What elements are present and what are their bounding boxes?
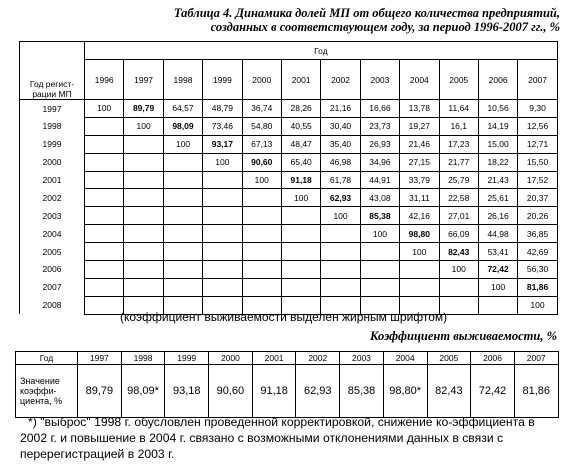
empty-cell [242,261,281,279]
table-cell: 35,40 [321,135,360,153]
row-year-label: 2008 [20,296,85,314]
row-year-label: 2001 [20,171,85,189]
coefficient-cell: 98,80* [383,365,427,418]
empty-cell [203,261,242,279]
table-cell: 56,30 [518,261,558,279]
table-cell: 16,1 [439,117,478,135]
year-column-header: 1998 [163,60,202,100]
empty-cell [85,153,124,171]
table-cell: 43,08 [360,189,399,207]
coefficient-cell: 90,60 [209,365,253,418]
empty-cell [203,207,242,225]
table-corner: Год регист-рации МП [20,42,85,100]
table-cell: 21,77 [439,153,478,171]
empty-cell [281,207,320,225]
table-cell: 31,11 [400,189,439,207]
row-year-label: 1997 [20,100,85,118]
empty-cell [281,278,320,296]
year-column-header: 2003 [360,60,399,100]
table-cell: 61,78 [321,171,360,189]
table-cell: 25,61 [478,189,517,207]
empty-cell [85,189,124,207]
table-cell: 22,58 [439,189,478,207]
table-cell: 17,23 [439,135,478,153]
table-cell: 90,60 [242,153,281,171]
survival-coefficient-title: Коэффициент выживаемости, % [370,329,557,343]
year-column-header: 2002 [296,352,340,365]
empty-cell [281,225,320,243]
bold-note: (коэффициент выживаемости выделен жирным шрифтом) [120,310,448,324]
table-cell: 34,96 [360,153,399,171]
empty-cell [478,296,517,314]
empty-cell [85,278,124,296]
table-cell: 10,56 [478,100,517,118]
table-cell: 21,46 [400,135,439,153]
empty-cell [124,243,163,261]
empty-cell [321,243,360,261]
year-column-header: 1997 [78,352,122,365]
table-cell: 100 [360,225,399,243]
survival-matrix-table [19,41,558,315]
empty-cell [124,225,163,243]
empty-cell [203,189,242,207]
table-cell: 67,13 [242,135,281,153]
year-column-header: 1998 [121,352,165,365]
table-cell: 44,98 [478,225,517,243]
empty-cell [163,153,202,171]
empty-cell [400,261,439,279]
row-year-label: 2003 [20,207,85,225]
year-column-header: 2005 [439,60,478,100]
table-cell: 20,37 [518,189,558,207]
table-cell: 100 [203,153,242,171]
row-year-label: 1999 [20,135,85,153]
empty-cell [321,278,360,296]
empty-cell [163,225,202,243]
year-column-header: 2006 [471,352,515,365]
table-cell: 98,80 [400,225,439,243]
footnote: *) "выброс" 1998 г. обусловлен проведенной корректировкой, снижение ко-эффициента в 2002 г. и повышение в 2004 г. связано с возможными отклонениями данных в связи с перерегистрацией в 2003 г. [20,415,535,461]
table-cell: 12,56 [518,117,558,135]
year-column-header: 2005 [427,352,471,365]
coefficient-cell: 81,86 [514,365,558,418]
table-cell: 65,40 [281,153,320,171]
coefficient-cell: 93,18 [165,365,209,418]
table-cell: 100 [321,207,360,225]
table-row [20,278,558,296]
empty-cell [124,261,163,279]
table-cell: 21,43 [478,171,517,189]
empty-cell [85,135,124,153]
table-cell: 100 [439,261,478,279]
table-title: Таблица 4. Динамика долей МП от общего количества предприятий, созданных в соответствующем году, за период 1996-2007 гг., % [173,6,560,34]
coefficient-cell: 82,43 [427,365,471,418]
table-cell: 20,26 [518,207,558,225]
empty-cell [85,207,124,225]
table-cell: 14,19 [478,117,517,135]
empty-cell [439,278,478,296]
empty-cell [85,261,124,279]
year-column-header: 2007 [518,60,558,100]
table-cell: 48,79 [203,100,242,118]
empty-cell [124,153,163,171]
empty-cell [163,243,202,261]
table-cell: 18,22 [478,153,517,171]
row-year-label: 2007 [20,278,85,296]
coefficient-cell: 89,79 [78,365,122,418]
table-cell: 46,98 [321,153,360,171]
year-column-header: 2004 [383,352,427,365]
empty-cell [124,207,163,225]
table-row [20,171,558,189]
table-cell: 100 [518,296,558,314]
coefficient-cell: 98,09* [121,365,165,418]
row-year-label: 1998 [20,117,85,135]
table-cell: 15,00 [478,135,517,153]
table-cell: 100 [163,135,202,153]
empty-cell [85,243,124,261]
empty-cell [242,189,281,207]
table-row [20,243,558,261]
year-column-header: 2002 [321,60,360,100]
table-cell: 100 [124,117,163,135]
table-cell: 33,79 [400,171,439,189]
table-cell: 44,91 [360,171,399,189]
empty-cell [124,135,163,153]
empty-cell [124,171,163,189]
empty-cell [124,189,163,207]
table-cell: 27,01 [439,207,478,225]
table-cell: 9,30 [518,100,558,118]
table-cell: 16,66 [360,100,399,118]
year-column-header: 2000 [242,60,281,100]
empty-cell [281,243,320,261]
empty-cell [163,261,202,279]
table-cell: 26,16 [478,207,517,225]
year-column-header: 1999 [203,60,242,100]
table-row [20,117,558,135]
table-cell: 48,47 [281,135,320,153]
table-cell: 17,52 [518,171,558,189]
table-cell: 40,55 [281,117,320,135]
table-cell: 42,16 [400,207,439,225]
table-cell: 100 [242,171,281,189]
table-row [20,135,558,153]
empty-cell [163,207,202,225]
year-column-header: 2003 [340,352,384,365]
row-year-label: 2005 [20,243,85,261]
empty-cell [203,243,242,261]
empty-cell [242,225,281,243]
table-cell: 100 [281,189,320,207]
empty-cell [85,296,124,314]
table-cell: 23,73 [360,117,399,135]
table-cell: 53,41 [478,243,517,261]
table-cell: 25,79 [439,171,478,189]
table-row [20,189,558,207]
empty-cell [124,278,163,296]
empty-cell [163,171,202,189]
year-column-header: 2004 [400,60,439,100]
empty-cell [321,225,360,243]
table-cell: 82,43 [439,243,478,261]
year-header: Год [85,42,558,60]
table-cell: 64,57 [163,100,202,118]
coefficient-cell: 91,18 [252,365,296,418]
year-column-header: 2000 [209,352,253,365]
row-year-label: 2006 [20,261,85,279]
year-column-header: 2007 [514,352,558,365]
empty-cell [360,278,399,296]
year-column-header: 2006 [478,60,517,100]
table-cell: 13,78 [400,100,439,118]
table-cell: 66,09 [439,225,478,243]
table-cell: 91,18 [281,171,320,189]
table-cell: 72,42 [478,261,517,279]
survival-coefficient-table [15,351,559,418]
empty-cell [85,117,124,135]
year-label: Год [16,352,78,365]
table-cell: 28,26 [281,100,320,118]
coefficient-cell: 62,93 [296,365,340,418]
empty-cell [242,207,281,225]
table-row [20,261,558,279]
empty-cell [281,261,320,279]
coefficient-cell: 72,42 [471,365,515,418]
year-column-header: 2001 [281,60,320,100]
empty-cell [203,225,242,243]
empty-cell [360,243,399,261]
table-row [20,153,558,171]
table-cell: 100 [478,278,517,296]
table-cell: 85,38 [360,207,399,225]
table-cell: 54,80 [242,117,281,135]
year-column-header: 2001 [252,352,296,365]
table-row [20,100,558,118]
table-row [20,207,558,225]
table-cell: 98,09 [163,117,202,135]
year-column-header: 1999 [165,352,209,365]
empty-cell [242,243,281,261]
coefficient-row-label: Значение коэффи-циента, % [16,365,78,418]
empty-cell [163,189,202,207]
table-row [20,225,558,243]
table-cell: 21,16 [321,100,360,118]
table-cell: 89,79 [124,100,163,118]
empty-cell [85,225,124,243]
table-cell: 36,74 [242,100,281,118]
coefficient-cell: 85,38 [340,365,384,418]
empty-cell [85,171,124,189]
table-cell: 15,50 [518,153,558,171]
table-cell: 30,40 [321,117,360,135]
table-cell: 36,85 [518,225,558,243]
table-cell: 42,69 [518,243,558,261]
table-cell: 26,93 [360,135,399,153]
table-cell: 100 [85,100,124,118]
empty-cell [400,278,439,296]
empty-cell [203,171,242,189]
year-column-header: 1997 [124,60,163,100]
table-cell: 11,64 [439,100,478,118]
row-year-label: 2000 [20,153,85,171]
row-year-label: 2004 [20,225,85,243]
row-year-label: 2002 [20,189,85,207]
table-cell: 73,46 [203,117,242,135]
empty-cell [163,278,202,296]
table-cell: 12,71 [518,135,558,153]
table-cell: 93,17 [203,135,242,153]
empty-cell [360,261,399,279]
empty-cell [242,278,281,296]
table-cell: 100 [400,243,439,261]
table-cell: 27,15 [400,153,439,171]
table-cell: 62,93 [321,189,360,207]
table-cell: 81,86 [518,278,558,296]
table-cell: 19,27 [400,117,439,135]
year-column-header: 1996 [85,60,124,100]
empty-cell [203,278,242,296]
empty-cell [321,261,360,279]
